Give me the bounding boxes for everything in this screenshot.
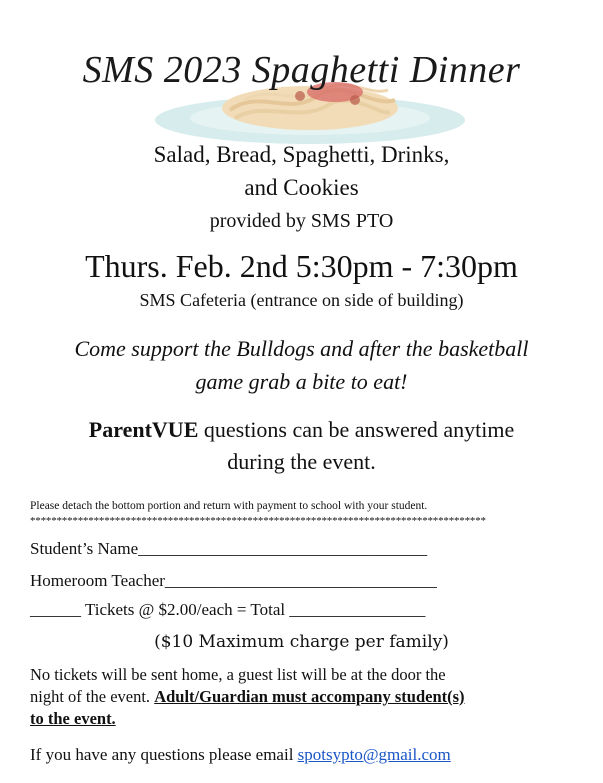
parentvue-line-1: [0, 417, 603, 443]
parentvue-text: questions can be answered anytime: [198, 417, 515, 442]
support-line-1: Come support the Bulldogs and after the basketball: [74, 336, 529, 361]
event-date-time: Thurs. Feb. 2nd 5:30pm - 7:30pm: [85, 248, 518, 284]
contact-line: [30, 745, 451, 765]
max-charge-note: ($10 Maximum charge per family): [154, 632, 449, 652]
parentvue-line-2: during the event.: [227, 449, 376, 474]
guest-list-note-2: [30, 687, 465, 707]
guardian-requirement-end: to the event.: [30, 709, 116, 728]
contact-text: If you have any questions please email: [30, 745, 298, 764]
support-line-2: game grab a bite to eat!: [195, 369, 408, 394]
guest-list-note-1: No tickets will be sent home, a guest list will be at the door the: [30, 665, 446, 684]
parentvue-bold: ParentVUE: [88, 417, 199, 442]
homeroom-teacher-field: Homeroom Teacher________________________________: [30, 571, 437, 590]
guest-list-note-3: [30, 709, 116, 729]
separator-stars: **************************************************************************************: [30, 515, 486, 527]
tickets-field: ______ Tickets @ $2.00/each = Total ________________: [30, 600, 426, 619]
detach-note: Please detach the bottom portion and return with payment to school with your student.: [30, 500, 428, 512]
event-location: SMS Cafeteria (entrance on side of building): [139, 290, 464, 310]
page-title: SMS 2023 Spaghetti Dinner: [82, 49, 521, 91]
contact-email-link[interactable]: spotsypto@gmail.com: [297, 745, 451, 764]
menu-line-1: Salad, Bread, Spaghetti, Drinks,: [153, 142, 450, 167]
menu-line-2: and Cookies: [244, 175, 359, 200]
note-plain: night of the event.: [30, 687, 155, 706]
student-name-field: Student’s Name__________________________________: [30, 539, 428, 558]
provided-by: provided by SMS PTO: [209, 210, 394, 232]
guardian-requirement: Adult/Guardian must accompany student(s): [154, 687, 465, 706]
